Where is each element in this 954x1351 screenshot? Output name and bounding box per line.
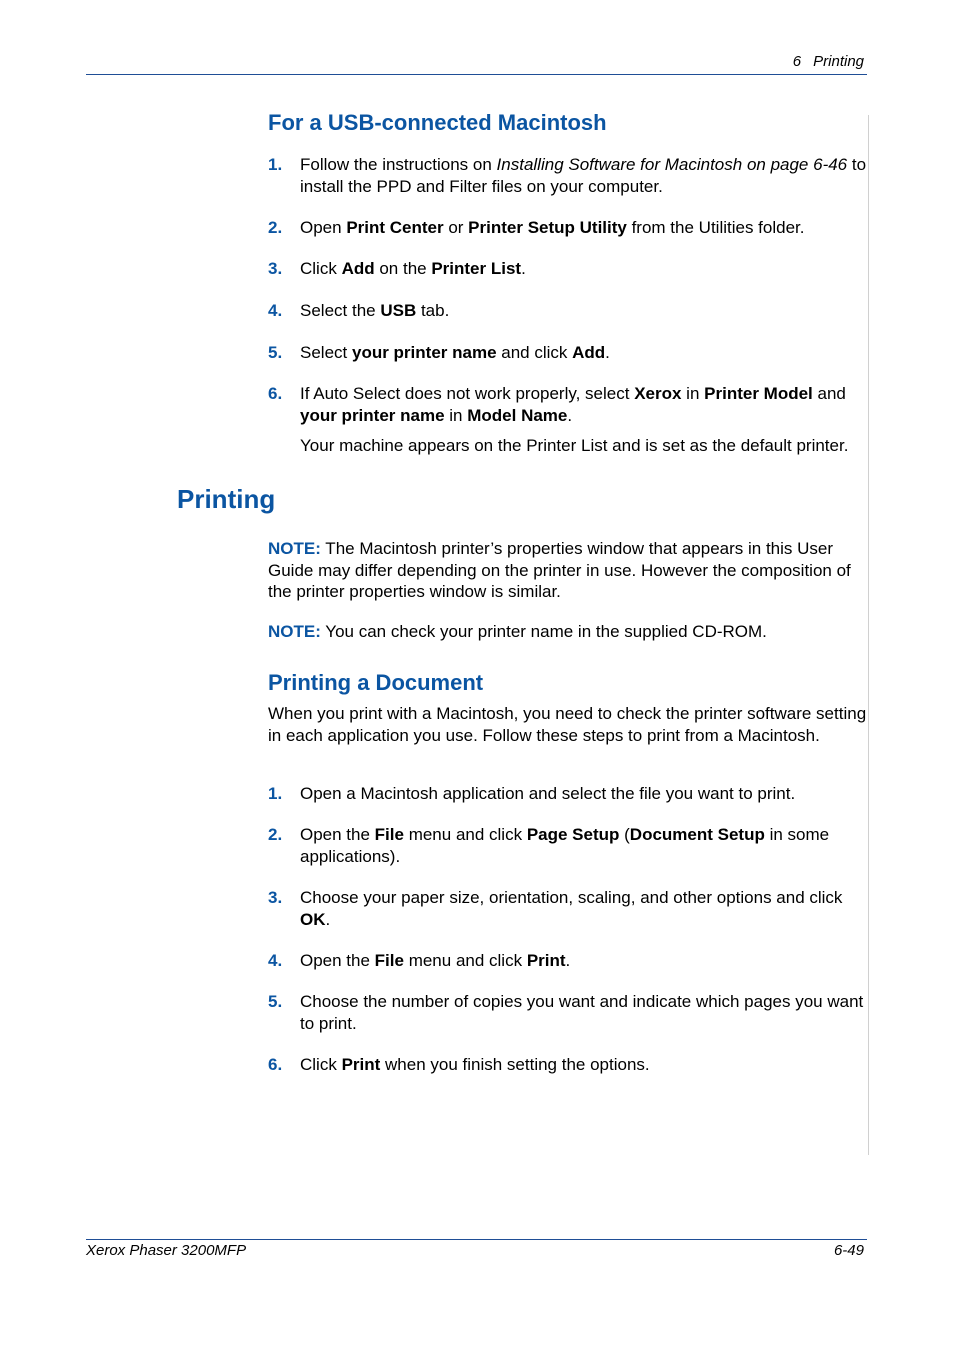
step-number: 5. — [268, 343, 283, 362]
note-paragraph: NOTE: The Macintosh printer’s properties window that appears in this User Guide may differ depending on the printer in use. However the composition of the printer properties window is similar. — [268, 539, 851, 601]
intro-paragraph: When you print with a Macintosh, you need to check the printer software setting in each application you use. Follow these steps to print from a Macintosh. — [268, 704, 867, 745]
step-number: 1. — [268, 784, 283, 803]
list-item: 6. If Auto Select does not work properly, select Xerox in Printer Model and your printer name in Model Name. — [268, 384, 846, 425]
list-item: 2. Open the File menu and click Page Setup (Document Setup in some applications). — [268, 825, 830, 866]
note-label: NOTE: — [268, 539, 321, 558]
note-label: NOTE: — [268, 622, 321, 641]
list-item: 6. Click Print when you finish setting the options. — [268, 1055, 650, 1074]
step-number: 4. — [268, 951, 283, 970]
list-item: 5. Choose the number of copies you want and indicate which pages you want to print. — [268, 992, 864, 1033]
list-item: 1. Follow the instructions on Installing Software for Macintosh on page 6-46 to install the PPD and Filter files on your computer. — [268, 155, 867, 196]
list-item: 4. Open the File menu and click Print. — [268, 951, 571, 970]
list-item: 2. Open Print Center or Printer Setup Utility from the Utilities folder. — [268, 218, 805, 237]
header-rule — [86, 74, 867, 75]
step-number: 2. — [268, 825, 283, 844]
section-title-printing-document: Printing a Document — [268, 670, 484, 695]
chapter-title: Printing — [813, 53, 864, 70]
list-item: 1. Open a Macintosh application and select the file you want to print. — [268, 784, 796, 803]
step-number: 3. — [268, 888, 283, 907]
margin-rule — [868, 115, 869, 1155]
note-paragraph: NOTE: You can check your printer name in the supplied CD-ROM. — [268, 622, 767, 641]
section-title-usb-mac: For a USB-connected Macintosh — [268, 110, 607, 135]
step-result-text: Your machine appears on the Printer List and is set as the default printer. — [300, 436, 849, 455]
list-item: 4. Select the USB tab. — [268, 301, 450, 320]
step-number: 6. — [268, 384, 283, 403]
running-header — [793, 53, 864, 70]
step-number: 1. — [268, 155, 283, 174]
step-number: 4. — [268, 301, 283, 320]
step-number: 5. — [268, 992, 283, 1011]
list-item: 3. Click Add on the Printer List. — [268, 259, 526, 278]
chapter-number: 6 — [792, 53, 802, 70]
step-number: 2. — [268, 218, 283, 237]
section-title-printing: Printing — [177, 484, 276, 514]
footer-product: Xerox Phaser 3200MFP — [86, 1242, 247, 1259]
step-number: 3. — [268, 259, 283, 278]
footer-rule — [86, 1239, 867, 1240]
list-item: 3. Choose your paper size, orientation, scaling, and other options and click OK. — [268, 888, 843, 929]
page-number: 6-49 — [833, 1242, 864, 1259]
step-number: 6. — [268, 1055, 283, 1074]
list-item: 5. Select your printer name and click Add. — [268, 343, 610, 362]
